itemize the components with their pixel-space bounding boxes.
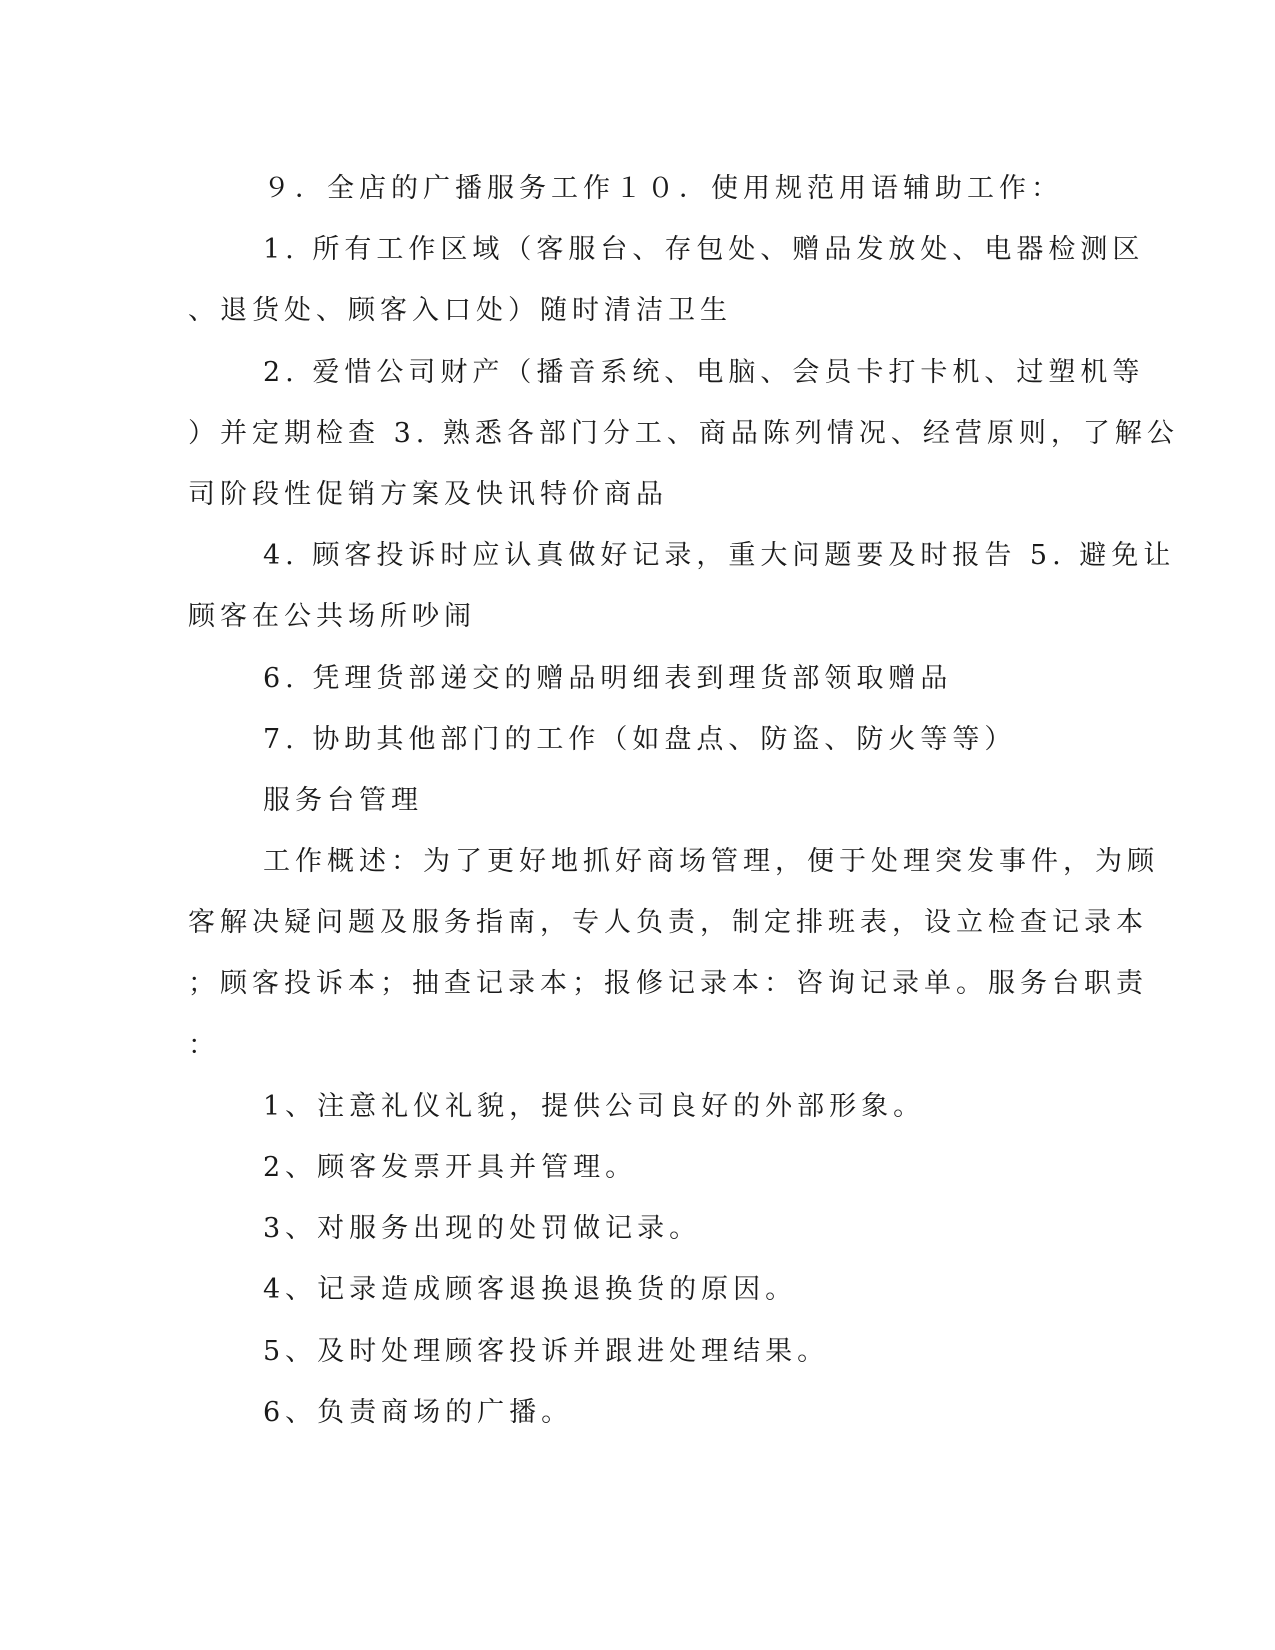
paragraph-line: 7. 协助其他部门的工作（如盘点、防盗、防火等等） [263, 723, 1017, 755]
list-item: 6、负责商场的广播。 [263, 1396, 574, 1428]
paragraph-line: ９．全店的广播服务工作１０．使用规范用语辅助工作： [263, 173, 1063, 204]
paragraph-line: ： [188, 1029, 220, 1061]
paragraph-line: 4. 顾客投诉时应认真做好记录，重大问题要及时报告 5. 避免让 [263, 540, 1176, 572]
paragraph-line: ；顾客投诉本；抽查记录本；报修记录本：咨询记录单。服务台职责 [188, 968, 1148, 1000]
paragraph-line: 6. 凭理货部递交的赠品明细表到理货部领取赠品 [263, 662, 953, 694]
section-heading: 服务台管理 [263, 784, 423, 816]
list-item: 1、注意礼仪礼貌，提供公司良好的外部形象。 [263, 1090, 926, 1122]
paragraph-line: 工作概述：为了更好地抓好商场管理，便于处理突发事件，为顾 [263, 846, 1159, 878]
paragraph-line: 顾客在公共场所吵闹 [188, 601, 476, 633]
paragraph-line: ）并定期检查 3. 熟悉各部门分工、商品陈列情况、经营原则，了解公 [188, 417, 1179, 449]
list-item: 2、顾客发票开具并管理。 [263, 1152, 638, 1183]
list-item: 3、对服务出现的处罚做记录。 [263, 1213, 702, 1245]
paragraph-line: 、退货处、顾客入口处）随时清洁卫生 [188, 295, 732, 327]
document-body [188, 158, 1179, 1443]
list-item: 5、及时处理顾客投诉并跟进处理结果。 [263, 1335, 830, 1367]
paragraph-line: 2. 爱惜公司财产（播音系统、电脑、会员卡打卡机、过塑机等 [263, 356, 1145, 388]
paragraph-line: 司阶段性促销方案及快讯特价商品 [188, 478, 668, 510]
paragraph-line: 1. 所有工作区域（客服台、存包处、赠品发放处、电器检测区 [263, 234, 1145, 266]
paragraph-line: 客解决疑问题及服务指南，专人负责，制定排班表，设立检查记录本 [188, 907, 1148, 939]
list-item: 4、记录造成顾客退换退换货的原因。 [263, 1274, 798, 1306]
